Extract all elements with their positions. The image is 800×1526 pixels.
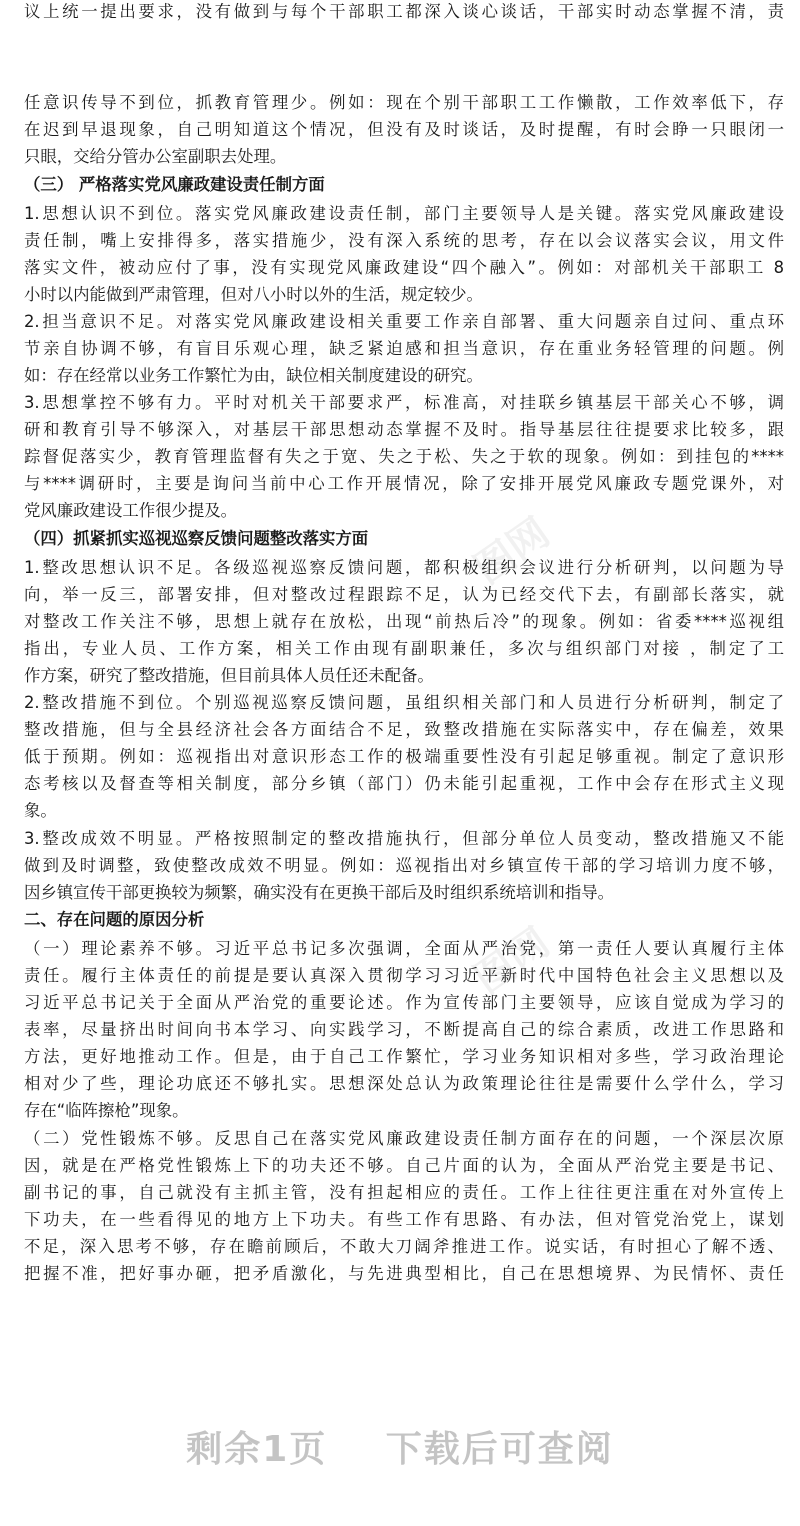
document-line: 指出，专业人员、工作方案，相关工作由现有副职兼任，多次与组织部门对接 ，制定了工 — [24, 639, 784, 658]
document-line: 研和教育引导不够深入，对基层干部思想动态掌握不及时。指导基层往往提要求比较多，跟 — [24, 420, 784, 439]
download-to-view-label[interactable]: 下载后可查阅 — [385, 1429, 614, 1470]
document-line: 存在“临阵擦枪”现象。 — [24, 1101, 189, 1120]
document-line: 低于预期。例如：巡视指出对意识形态工作的极端重要性没有引起足够重视。制定了意识形 — [24, 747, 784, 766]
document-line: 做到及时调整，致使整改成效不明显。例如：巡视指出对乡镇宣传干部的学习培训力度不够， — [24, 856, 784, 875]
document-line: 习近平总书记关于全面从严治党的重要论述。作为宣传部门主要领导，应该自觉成为学习的 — [24, 993, 784, 1012]
document-line: 党风廉政建设工作很少提及。 — [24, 501, 238, 520]
section-heading: （四）抓紧抓实巡视巡察反馈问题整改落实方面 — [24, 529, 369, 548]
document-line: 态考核以及督查等相关制度，部分乡镇（部门）仍未能引起重视，工作中会存在形式主义现 — [24, 774, 784, 793]
document-line: 把握不准，把好事办砸，把矛盾激化，与先进典型相比，自己在思想境界、为民情怀、责任 — [24, 1264, 784, 1283]
section-heading: （三） 严格落实党风廉政建设责任制方面 — [24, 175, 325, 194]
document-line: 小时以内能做到严肃管理，但对八小时以外的生活，规定较少。 — [24, 285, 483, 304]
document-line: 在迟到早退现象，自己明知道这个情况，但没有及时谈话，及时提醒，有时会睁一只眼闭一 — [24, 120, 784, 139]
document-line: 落实文件，被动应付了事，没有实现党风廉政建设“四个融入”。例如：对部机关干部职工 8 — [24, 258, 784, 277]
document-line: 只眼，交给分管办公室副职去处理。 — [24, 147, 287, 166]
document-line: 向，举一反三，部署安排，但对整改过程跟踪不足，认为已经交代下去，有副部长落实，就 — [24, 585, 784, 604]
watermark: 图网 — [466, 919, 558, 1004]
document-line: 因，就是在严格党性锻炼上下的功夫还不够。自己片面的认为，全面从严治党主要是书记、 — [24, 1156, 784, 1175]
document-line: 议上统一提出要求，没有做到与每个干部职工都深入谈心谈话，干部实时动态掌握不清，责 — [24, 2, 784, 21]
document-line: 节亲自协调不够，有盲目乐观心理，缺乏紧迫感和担当意识，存在重业务轻管理的问题。例 — [24, 339, 784, 358]
document-line: 与****调研时，主要是询问当前中心工作开展情况，除了安排开展党风廉政专题党课外，对 — [24, 474, 784, 493]
document-line: 2.整改措施不到位。个别巡视巡察反馈问题，虽组织相关部门和人员进行分析研判，制定了 — [24, 693, 784, 712]
download-prompt[interactable] — [0, 1420, 800, 1480]
remaining-pages-label: 剩余1页 — [186, 1429, 328, 1470]
document-line: 作方案，研究了整改措施，但目前具体人员任还未配备。 — [24, 666, 434, 685]
document-line: 如：存在经常以业务工作繁忙为由，缺位相关制度建设的研究。 — [24, 366, 483, 385]
document-line: 方法，更好地推动工作。但是，由于自己工作繁忙，学习业务知识相对多些，学习政治理论 — [24, 1047, 784, 1066]
document-line: 不足，深入思考不够，存在瞻前顾后，不敢大刀阔斧推进工作。说实话，有时担心了解不透、 — [24, 1237, 784, 1256]
document-line: 因乡镇宣传干部更换较为频繁，确实没有在更换干部后及时组织系统培训和指导。 — [24, 883, 615, 902]
document-line: 对整改工作关注不够，思想上就存在放松，出现“前热后冷”的现象。例如：省委****巡视组 — [24, 612, 784, 631]
watermark: 图网 — [466, 509, 558, 594]
document-line: 任意识传导不到位，抓教育管理少。例如：现在个别干部职工工作懒散，工作效率低下，存 — [24, 93, 784, 112]
document-line: 3.思想掌控不够有力。平时对机关干部要求严，标准高，对挂联乡镇基层干部关心不够，调 — [24, 393, 784, 412]
document-line: 3.整改成效不明显。严格按照制定的整改措施执行，但部分单位人员变动，整改措施又不能 — [24, 829, 784, 848]
section-heading: 二、存在问题的原因分析 — [24, 910, 205, 929]
document-line: 1.思想认识不到位。落实党风廉政建设责任制，部门主要领导人是关键。落实党风廉政建设 — [24, 204, 784, 223]
document-line: 表率，尽量挤出时间向书本学习、向实践学习，不断提高自己的综合素质，改进工作思路和 — [24, 1020, 784, 1039]
document-line: 责任。履行主体责任的前提是要认真深入贯彻学习习近平新时代中国特色社会主义思想以及 — [24, 966, 784, 985]
document-line: 下功夫，在一些看得见的地方上下功夫。有些工作有思路、有办法，但对管党治党上，谋划 — [24, 1210, 784, 1229]
document-line: 1.整改思想认识不足。各级巡视巡察反馈问题，都积极组织会议进行分析研判，以问题为导 — [24, 558, 784, 577]
document-line: 责任制，嘴上安排得多，落实措施少，没有深入系统的思考，存在以会议落实会议，用文件 — [24, 231, 784, 250]
document-line: 2.担当意识不足。对落实党风廉政建设相关重要工作亲自部署、重大问题亲自过问、重点环 — [24, 312, 784, 331]
document-line: （一）理论素养不够。习近平总书记多次强调，全面从严治党，第一责任人要认真履行主体 — [24, 939, 784, 958]
document-line: 整改措施，但与全县经济社会各方面结合不足，致整改措施在实际落实中，存在偏差，效果 — [24, 720, 784, 739]
document-line: 踪督促落实少，教育管理监督有失之于宽、失之于松、失之于软的现象。例如：到挂包的**** — [24, 447, 784, 466]
document-line: 副书记的事，自己就没有主抓主管，没有担起相应的责任。工作上往往更注重在对外宣传上 — [24, 1183, 784, 1202]
document-line: （二）党性锻炼不够。反思自己在落实党风廉政建设责任制方面存在的问题，一个深层次原 — [24, 1129, 784, 1148]
document-line: 相对少了些，理论功底还不够扎实。思想深处总认为政策理论往往是需要什么学什么，学习 — [24, 1074, 784, 1093]
document-line: 象。 — [24, 801, 57, 820]
